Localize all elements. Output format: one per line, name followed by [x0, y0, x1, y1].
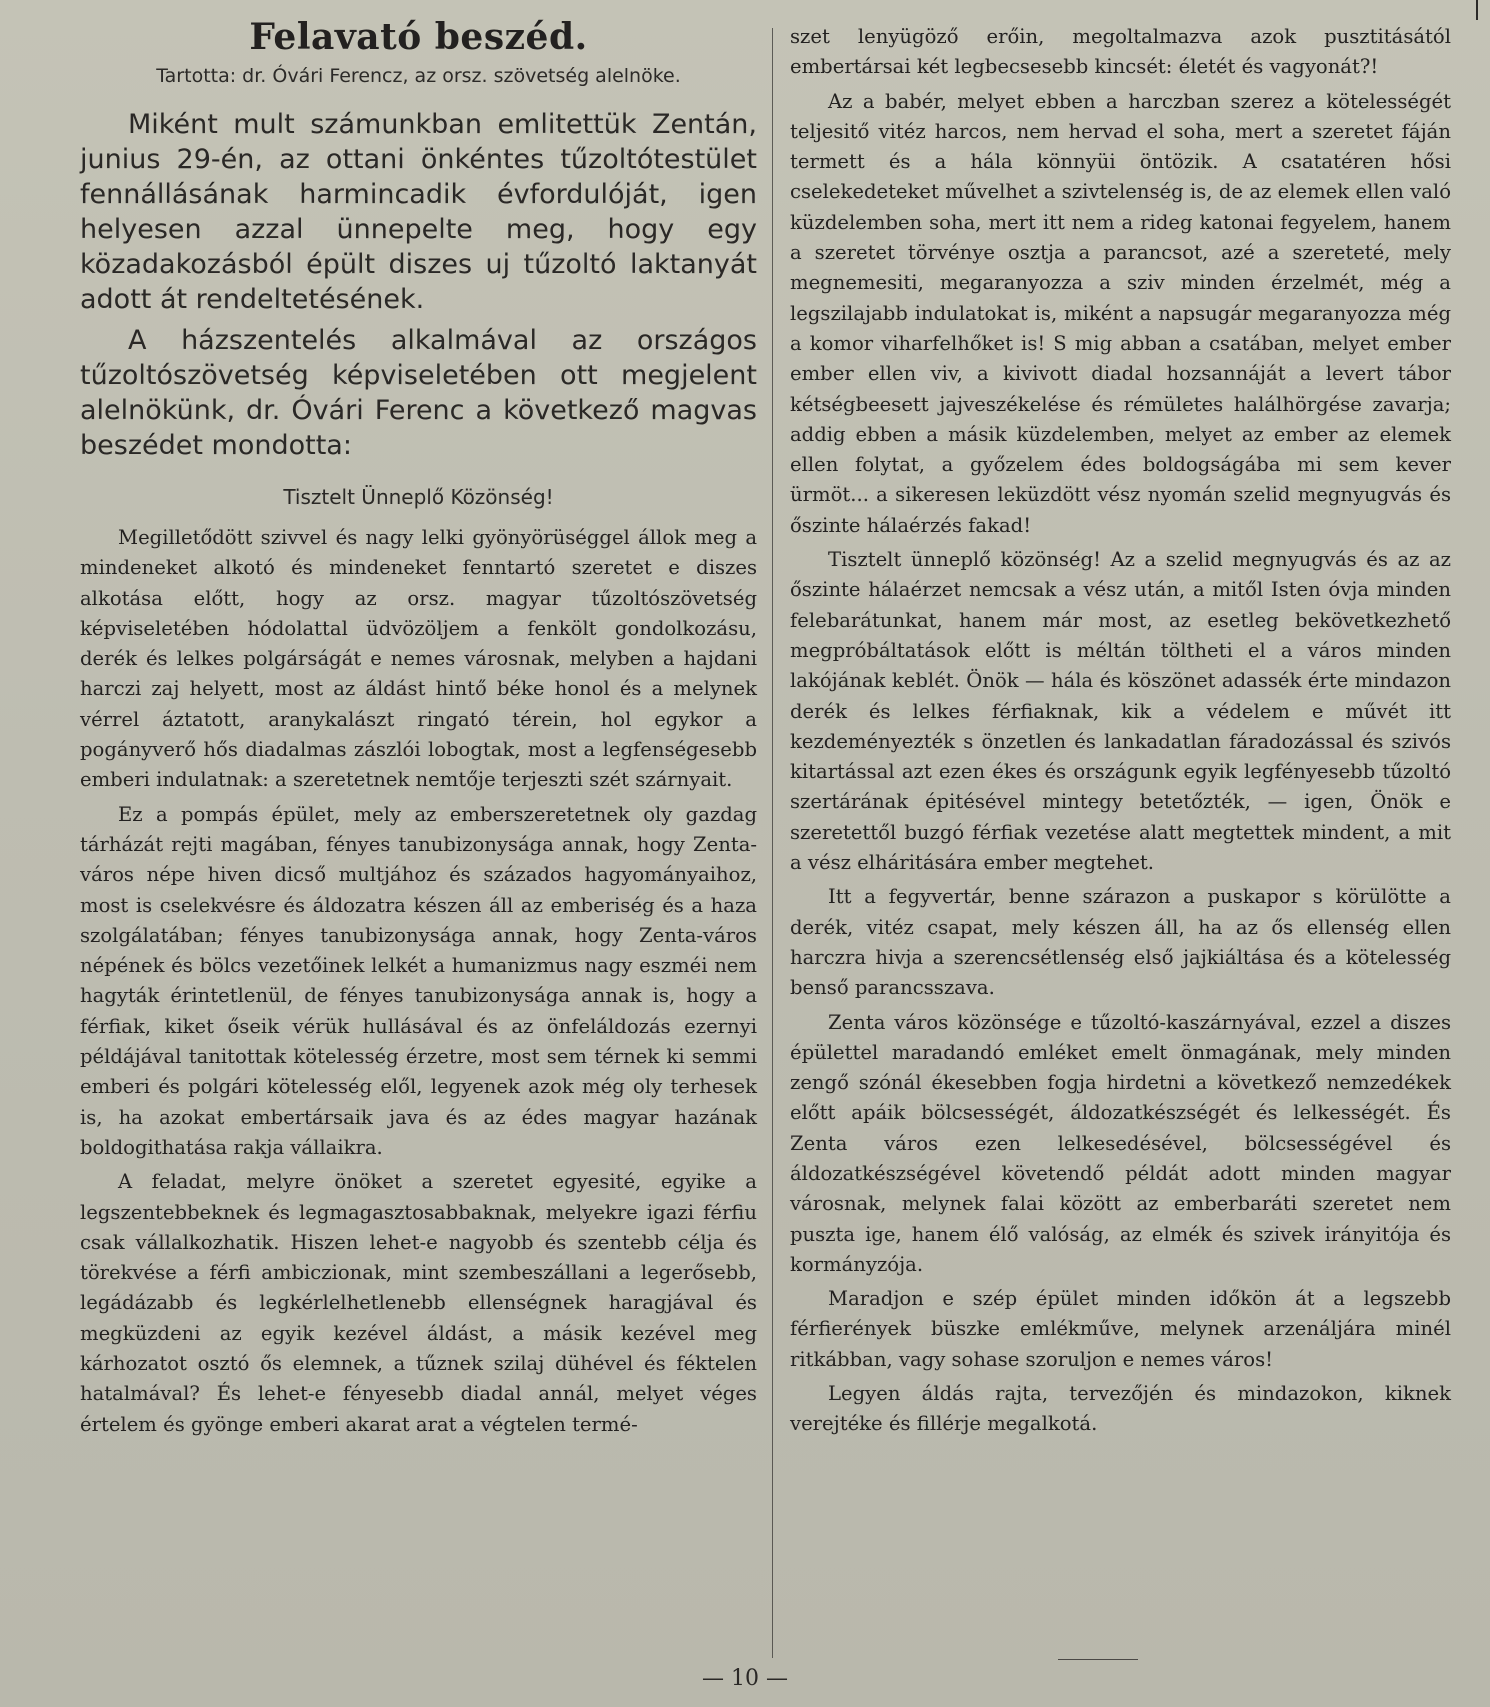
- page-edge-mark: [1476, 0, 1478, 20]
- intro-paragraph: Miként mult számunkban emlitettük Zentán, junius 29-én, az ottani önkéntes tűzoltótestület fennállásának harmincadik évfordulóját, igen helyesen azzal ünnepelte meg, hogy egy közadakozásból épült diszes uj tűzoltó laktanyát adott át rendeltetésének.: [80, 109, 757, 315]
- speech-paragraph: Az a babér, melyet ebben a harczban szerez a kötelességét teljesitő vitéz harcos, nem hervad el soha, mert a szeretet fáján termett és a hála könnyüi öntözik. A csatatéren hősi cselekedeteket művelhet a szivtelenség is, de az elemek ellen való küzdelemben soha, mert itt nem a rideg katonai fegyelem, hanem a szeretet törvénye osztja a parancsot, azé a szereteté, mely megnemesiti, megaranyozza a sziv minden érzelmét, még a legszilajabb indulatokat is, miként a napsugár megaranyozza még a komor viharfelhőket is! S mig abban a csatában, melyet ember ember ellen viv, a kivivott diadal hozsannáját a levert tábor kétségbeesett jajveszékelése és rémületes halálhörgése zavarja; addig ebben a másik küzdelemben, melyet az ember az elemek ellen folytat, a győzelem édes boldogságába mi sem kever ürmöt... a sikeresen leküzdött vész nyomán szelid megnyugvás és őszinte hálaérzés fakad!: [790, 89, 1451, 537]
- page-number: — 10 —: [702, 1666, 788, 1691]
- article-end-rule: [1058, 1659, 1138, 1660]
- speech-paragraph: Ez a pompás épület, mely az emberszeretetnek oly gazdag tárházát rejti magában, fényes tanubizonysága annak, hogy Zenta-város népe hiven dicső multjához és százados hagyományaihoz, most is cselekvésre és áldozatra készen áll az emberiség és a haza szolgálatában; fényes tanubizonysága annak, hogy Zenta-város népének és bölcs vezetőinek lelkét a humanizmus nagy eszméi nem hagyták érintetlenül, de fényes tanubizonysága annak is, hogy a férfiak, kiket őseik vérük hullásával és az önfeláldozás ezernyi példájával tanitottak kötelesség érzetre, most sem térnek ki semmi emberi és polgári kötelesség elől, legyenek azok még oly terhesek is, ha azokat embertársaik java és az édes magyar hazának boldogithatása rakja vállaikra.: [80, 802, 757, 1159]
- speech-paragraph: Itt a fegyvertár, benne szárazon a puskapor s körülötte a derék, vitéz csapat, mely készen áll, ha az ős ellenség ellen harczra hivja a szerencsétlenség első jajkiáltása és a kötelesség benső parancsszava.: [790, 885, 1451, 1000]
- speech-paragraph-continued: szet lenyügöző erőin, megoltalmazva azok pusztitásától embertársai két legbecsesebb kincsét: életét és vagyonát?!: [790, 25, 1451, 79]
- speech-paragraph: Tisztelt ünneplő közönség! Az a szelid megnyugvás és az az őszinte hálaérzet nemcsak a vész után, a mitől Isten óvja minden felebarátunkat, hanem már most, az esetleg bekövetkezhető megpróbáltatások előtt is méltán töltheti el a város minden lakójának keblét. Önök — hála és köszönet adassék érte mindazon derék és lelkes férfiaknak, kik a védelem e művét itt kezdeményezték s önzetlen és lankadatlan fáradozással és szivós kitartással azt ezen ékes és országunk egyik legfényesebb tűzoltó szertárának épitésével mintegy betetőzték, — igen, Önök e szeretettől buzgó férfiak vezetése alatt megtettek mindent, a mit a vész elháritására ember megtehet.: [790, 548, 1451, 875]
- column-divider: [772, 28, 773, 1658]
- intro-paragraph: A házszentelés alkalmával az országos tűzoltószövetség képviseletében ott megjelent alelnökünk, dr. Óvári Ferenc a következő magvas beszédet mondotta:: [80, 325, 757, 461]
- speech-paragraph: Maradjon e szép épület minden időkön át a legszebb férfierények büszke emlékműve, melynek arzenáljára minél ritkábban, vagy sohase szoruljon e nemes város!: [790, 1287, 1451, 1371]
- speech-paragraph: Zenta város közönsége e tűzoltó-kaszárnyával, ezzel a diszes épülettel maradandó emléket emelt önmagának, mely minden zengő szónál ékesebben fogja hirdetni a következő nemzedékek előtt apáik bölcsességét, áldozatkészségét és lelkességét. És Zenta város ezen lelkesedésével, bölcsességével és áldozatkészségével követendő példát adott minden magyar városnak, melynek falai között az emberbaráti szeretet nem puszta ige, hanem élő valóság, az elmék és szivek irányitója és kormányzója.: [790, 1010, 1451, 1276]
- speech-salutation: Tisztelt Ünneplő Közönség!: [283, 485, 554, 509]
- right-column: [790, 22, 1451, 1440]
- speech-paragraph: Megilletődött szivvel és nagy lelki gyönyörüséggel állok meg a mindeneket alkotó és mindeneket fenntartó szeretet e diszes alkotása előtt, hogy az orsz. magyar tűzoltószövetség képviseletében hódolattal üdvözöljem a fenkölt gondolkozásu, derék és lelkes polgárságát e nemes városnak, melyben a hajdani harczi zaj helyett, most az áldást hintő béke honol és a melynek vérrel áztatott, aranykalászt ringató térein, hol egykor a pogányverő hős diadalmas zászlói lobogtak, most a legfenségesebb emberi indulatnak: a szeretetnek nemtője terjeszti szét szárnyait.: [80, 526, 757, 792]
- article-byline: Tartotta: dr. Óvári Ferencz, az orsz. szövetség alelnöke.: [156, 65, 681, 87]
- speech-body-left: [80, 523, 757, 1440]
- article-title: Felavató beszéd.: [249, 16, 588, 58]
- speech-paragraph: A feladat, melyre önöket a szeretet egyesité, egyike a legszentebbeknek és legmagasztosabbaknak, melyekre igazi férfiu csak vállalkozhatik. Hiszen lehet-e nagyobb és szentebb célja és törekvése a férfi ambiczionak, mint szembeszállani a legerősebb, legádázabb és legkérlelhetlenebb ellenségnek haragjával és megküzdeni az egyik kezével áldást, a másik kezével meg kárhozatot osztó ős elemnek, a tűznek szilaj dühével és féktelen hatalmával? És lehet-e fényesebb diadal annál, melyet véges értelem és gyönge emberi akarat arat a végtelen termé-: [80, 1170, 757, 1436]
- left-column: [80, 0, 757, 1440]
- speech-paragraph: Legyen áldás rajta, tervezőjén és mindazokon, kiknek verejtéke és fillérje megalkotá.: [790, 1382, 1451, 1436]
- article-intro: [80, 107, 757, 463]
